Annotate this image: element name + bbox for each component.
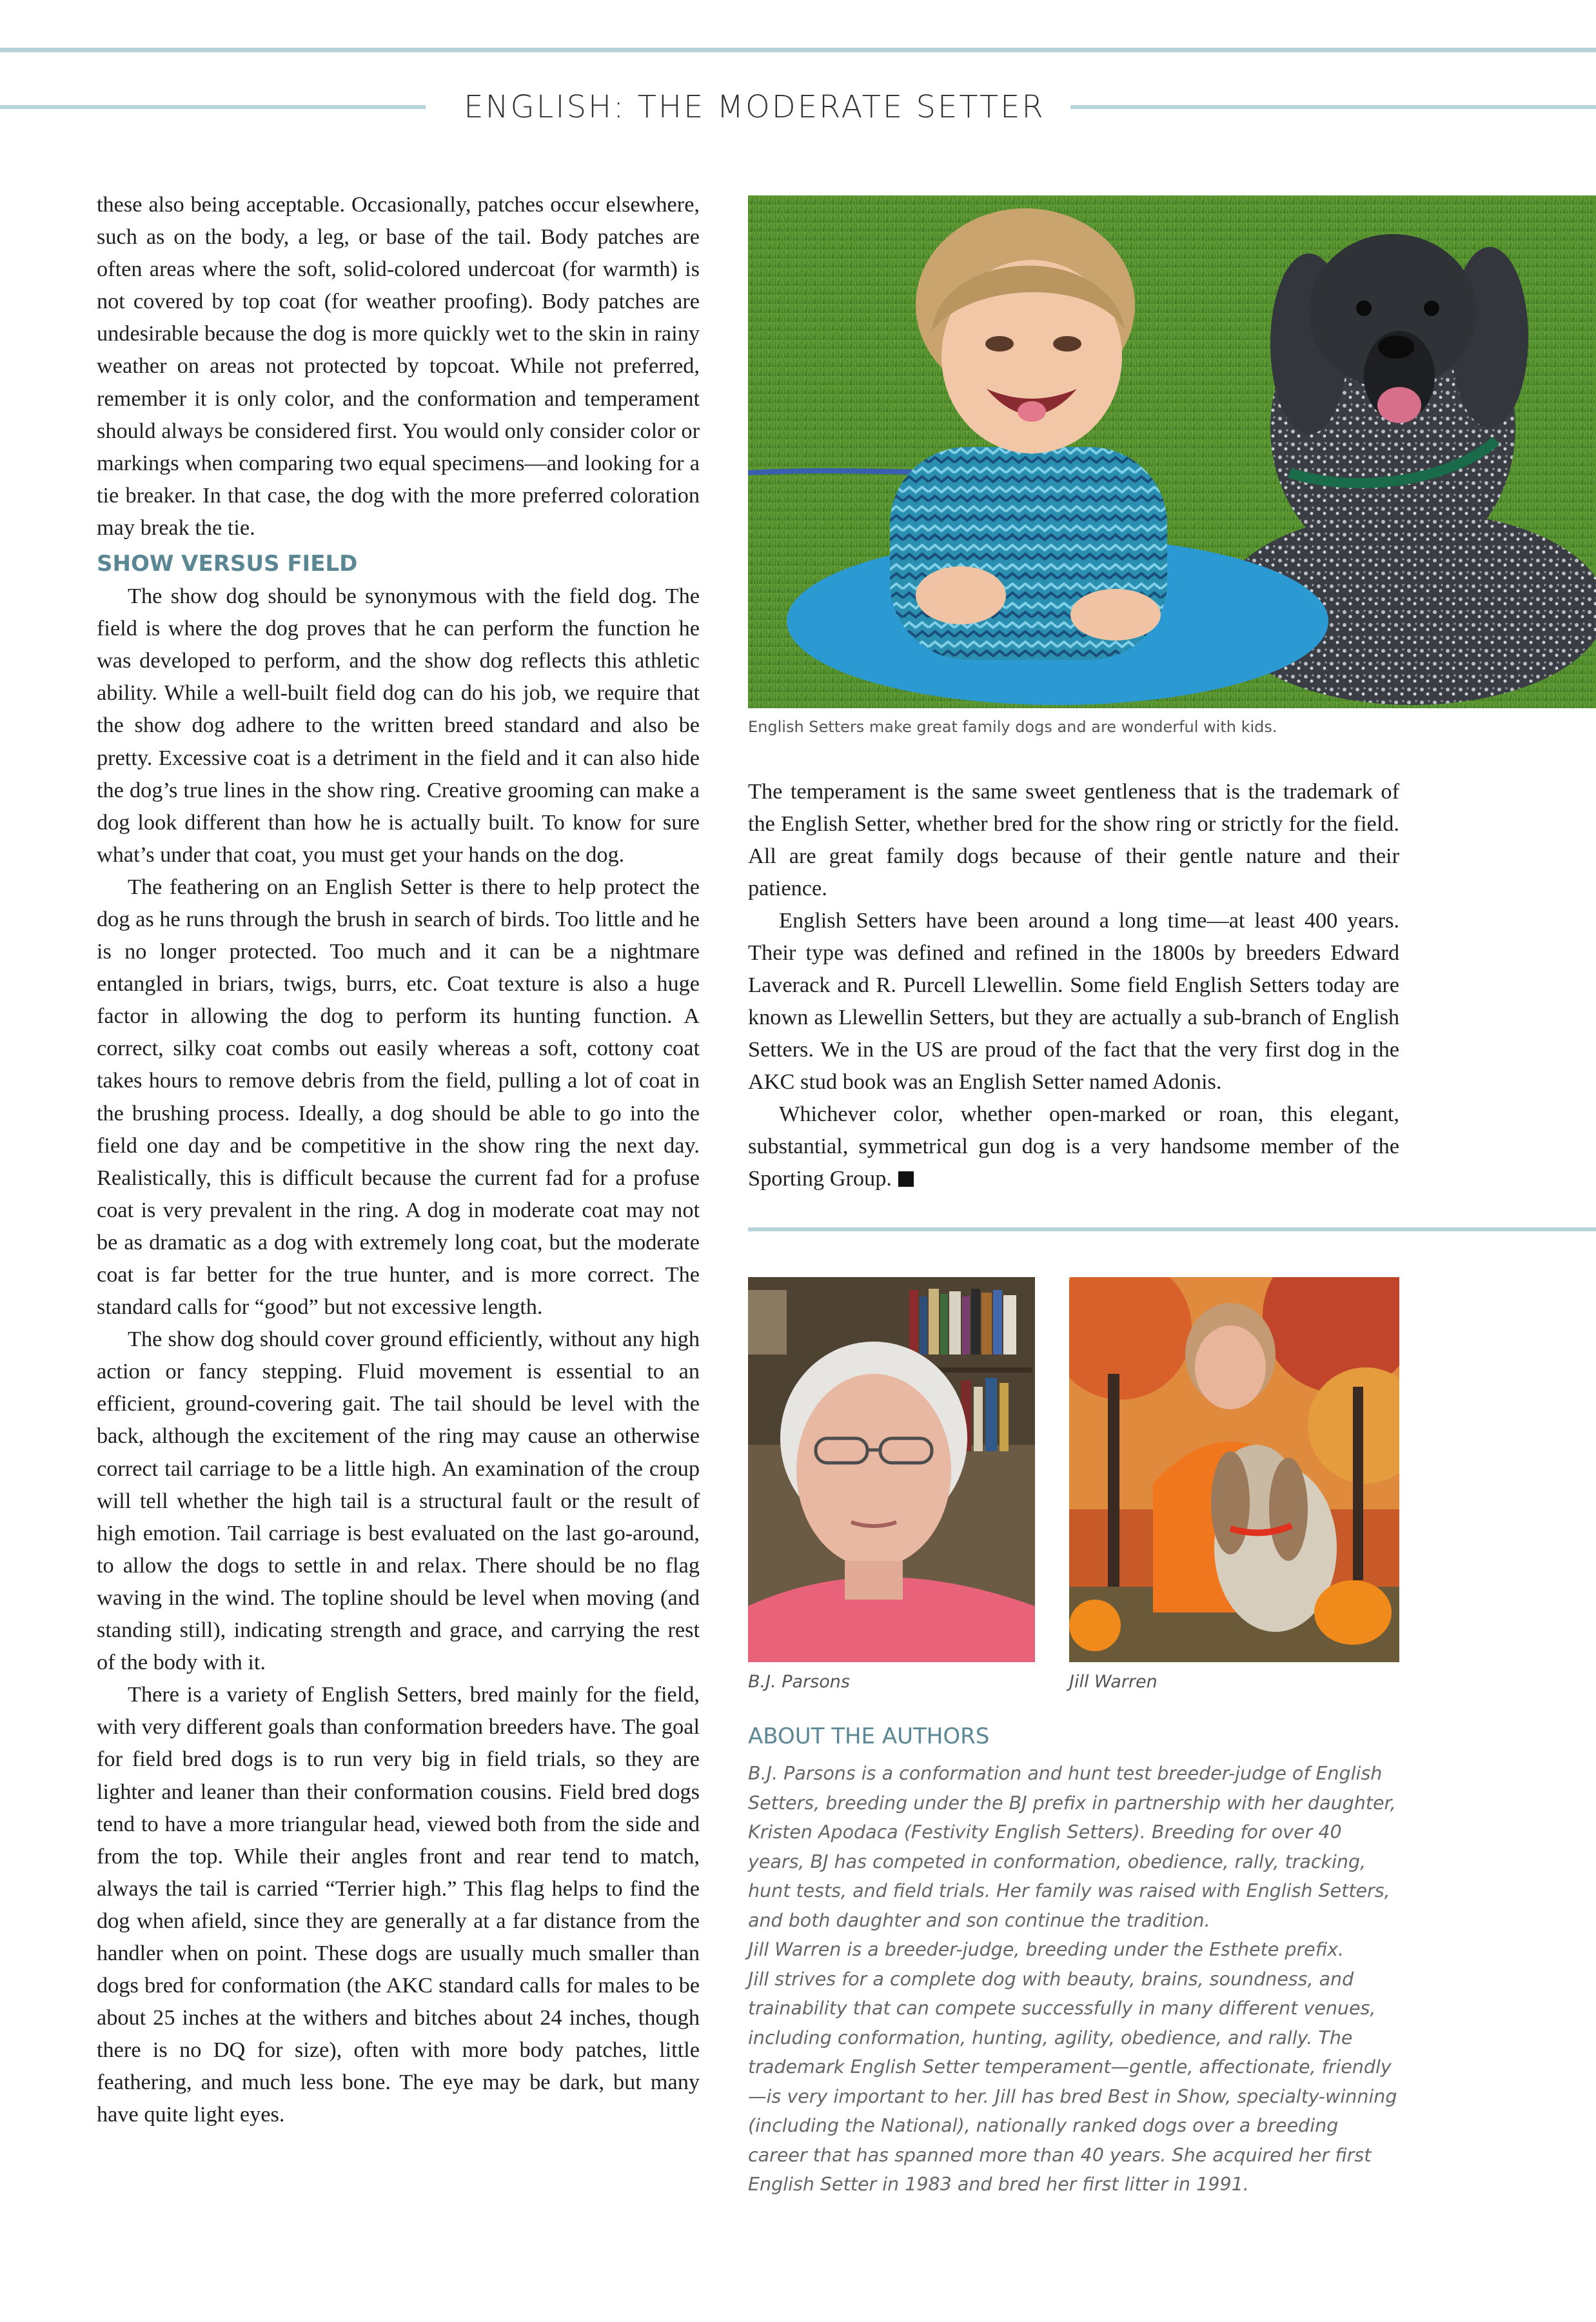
- jill-warren-portrait: [1069, 1277, 1399, 1662]
- girl-and-setter-illustration: [748, 195, 1596, 708]
- main-photo-caption: English Setters make great family dogs and are wonderful with kids.: [748, 718, 1277, 736]
- body-paragraph: The show dog should be synonymous with the field dog. The field is where the dog proves that he can perform the function he was developed to perform, and the show dog reflects this athletic ability. While a well-built field dog can do his job, we require that the show dog adhere to the written breed standard and also be pretty. Excessive coat is a detriment in the field and it can also hide the dog’s true lines in the show ring. Creative grooming can make a dog look different than how he is actually built. To know for sure what’s under that coat, you must get your hands on the dog.: [97, 584, 700, 867]
- girl-and-setter-photo: [748, 195, 1596, 708]
- top-rule: [0, 48, 1596, 52]
- bj-parsons-photo: [748, 1277, 1035, 1662]
- author-bio: B.J. Parsons is a conformation and hunt test breeder-judge of English Setters, breeding under the BJ prefix in partnership with her daughter, Kristen Apodaca (Festivity English Setters). Breeding for over 40 years, BJ has competed in conformation, obedience, rally, tracking, hunt tests, and field trials. Her family was raised with English Setters, and both daughter and son continue the tradition.: [748, 1763, 1396, 1931]
- about-authors-heading: ABOUT THE AUTHORS: [748, 1723, 990, 1749]
- body-paragraph: There is a variety of English Setters, bred mainly for the field, with very different goals than conformation breeders have. The goal for field bred dogs is to run very big in field trials, so they are lighter and leaner than their conformation cousins. Field bred dogs tend to have a more triangular head, viewed both from the side and from the top. While their angles front and rear tend to match, always the tail is carried “Terrier high.” This flag helps to find the dog when afield, since they are generally at a far distance from the handler when on point. These dogs are usually much smaller than dogs bred for conformation (the AKC standard calls for males to be about 25 inches at the withers and bitches about 24 inches, though there is no DQ for size), often with more body patches, little feathering, and much less bone. The eye may be dark, but many have quite light eyes.: [97, 1682, 700, 2127]
- right-column: [748, 775, 1399, 1195]
- bj-parsons-caption: B.J. Parsons: [748, 1672, 850, 1692]
- body-paragraph: The show dog should cover ground efficiently, without any high action or fancy stepping. Fluid movement is essential to an efficient, ground-covering gait. The tail should be level with the back, although the excitement of the ring may cause an otherwise correct tail carriage to be a little high. An examination of the croup will tell whether the high tail is a structural fault or the result of high emotion. Tail carriage is best evaluated on the last go-around, to allow the dogs to settle in and relax. There should be no flag waving in the wind. The topline should be level when moving (and standing still), indicating strength and grace, and carrying the rest of the body with it.: [97, 1327, 700, 1675]
- page-title: ENGLISH: THE MODERATE SETTER: [464, 89, 1045, 125]
- body-paragraph: The temperament is the same sweet gentleness that is the trademark of the English Setter, whether bred for the show ring or strictly for the field. All are great family dogs because of their gentle nature and their patience.: [748, 779, 1399, 900]
- section-heading: SHOW VERSUS FIELD: [97, 551, 358, 577]
- closing-text: Whichever color, whether open-marked or roan, this elegant, substantial, symmetrical gun dog is a very handsome member of the Sporting Group.: [748, 1102, 1399, 1191]
- body-paragraph: The feathering on an English Setter is there to help protect the dog as he runs through the brush in search of birds. Too little and he is no longer protected. Too much and it can be a nightmare entangled in briars, twigs, burrs, etc. Coat texture is also a huge factor in allowing the dog to perform its hunting function. A correct, silky coat combs out easily whereas a soft, cottony coat takes hours to remove debris from the field, pulling a lot of coat in the brushing process. Ideally, a dog should be able to go into the field one day and be competitive in the show ring the next day. Realistically, this is difficult because the current fad for a profuse coat is very prevalent in the ring. A dog in moderate coat may not be as dramatic as a dog with extremely long coat, but the moderate coat is far better for the true hunter, and is more correct. The standard calls for “good” but not excessive length.: [97, 874, 700, 1320]
- jill-warren-caption: Jill Warren: [1069, 1672, 1158, 1692]
- bj-parsons-portrait: [748, 1277, 1035, 1662]
- jill-warren-photo: [1069, 1277, 1399, 1662]
- left-column: [97, 188, 700, 2131]
- header-rule-right: [1070, 105, 1596, 109]
- author-bio: Jill strives for a complete dog with beauty, brains, soundness, and trainability that can compete successfully in many different venues, including conformation, hunting, agility, obedience, and rally. The trademark English Setter temperament—gentle, affectionate, friendly—is very important to her. Jill has bred Best in Show, specialty-winning (including the National), nationally ranked dogs over a breeding career that has spanned more than 40 years. She acquired her first English Setter in 1983 and bred her first litter in 1991.: [748, 1968, 1397, 2195]
- about-authors-text: [748, 1759, 1399, 2199]
- end-of-article-mark: [898, 1171, 914, 1187]
- author-bio: Jill Warren is a breeder-judge, breeding under the Esthete prefix.: [748, 1939, 1345, 1960]
- body-paragraph: [748, 1098, 1399, 1195]
- intro-paragraph: these also being acceptable. Occasionally, patches occur elsewhere, such as on the body, a leg, or base of the tail. Body patches are often areas where the soft, solid-colored undercoat (for warmth) is not covered by top coat (for weather proofing). Body patches are undesirable because the dog is more quickly wet to the skin in rainy weather on areas not protected by topcoat. While not preferred, remember it is only color, and the conformation and temperament should always be considered first. You would only consider color or markings when comparing two equal specimens—and looking for a tie breaker. In that case, the dog with the more preferred coloration may break the tie.: [97, 192, 700, 540]
- body-paragraph: English Setters have been around a long time—at least 400 years. Their type was defined and refined in the 1800s by breeders Edward Laverack and R. Purcell Llewellin. Some field English Setters today are known as Llewellin Setters, but they are actually a sub-branch of English Setters. We in the US are proud of the fact that the very first dog in the AKC stud book was an English Setter named Adonis.: [748, 908, 1399, 1094]
- section-divider: [748, 1227, 1596, 1231]
- header-rule-left: [0, 105, 426, 109]
